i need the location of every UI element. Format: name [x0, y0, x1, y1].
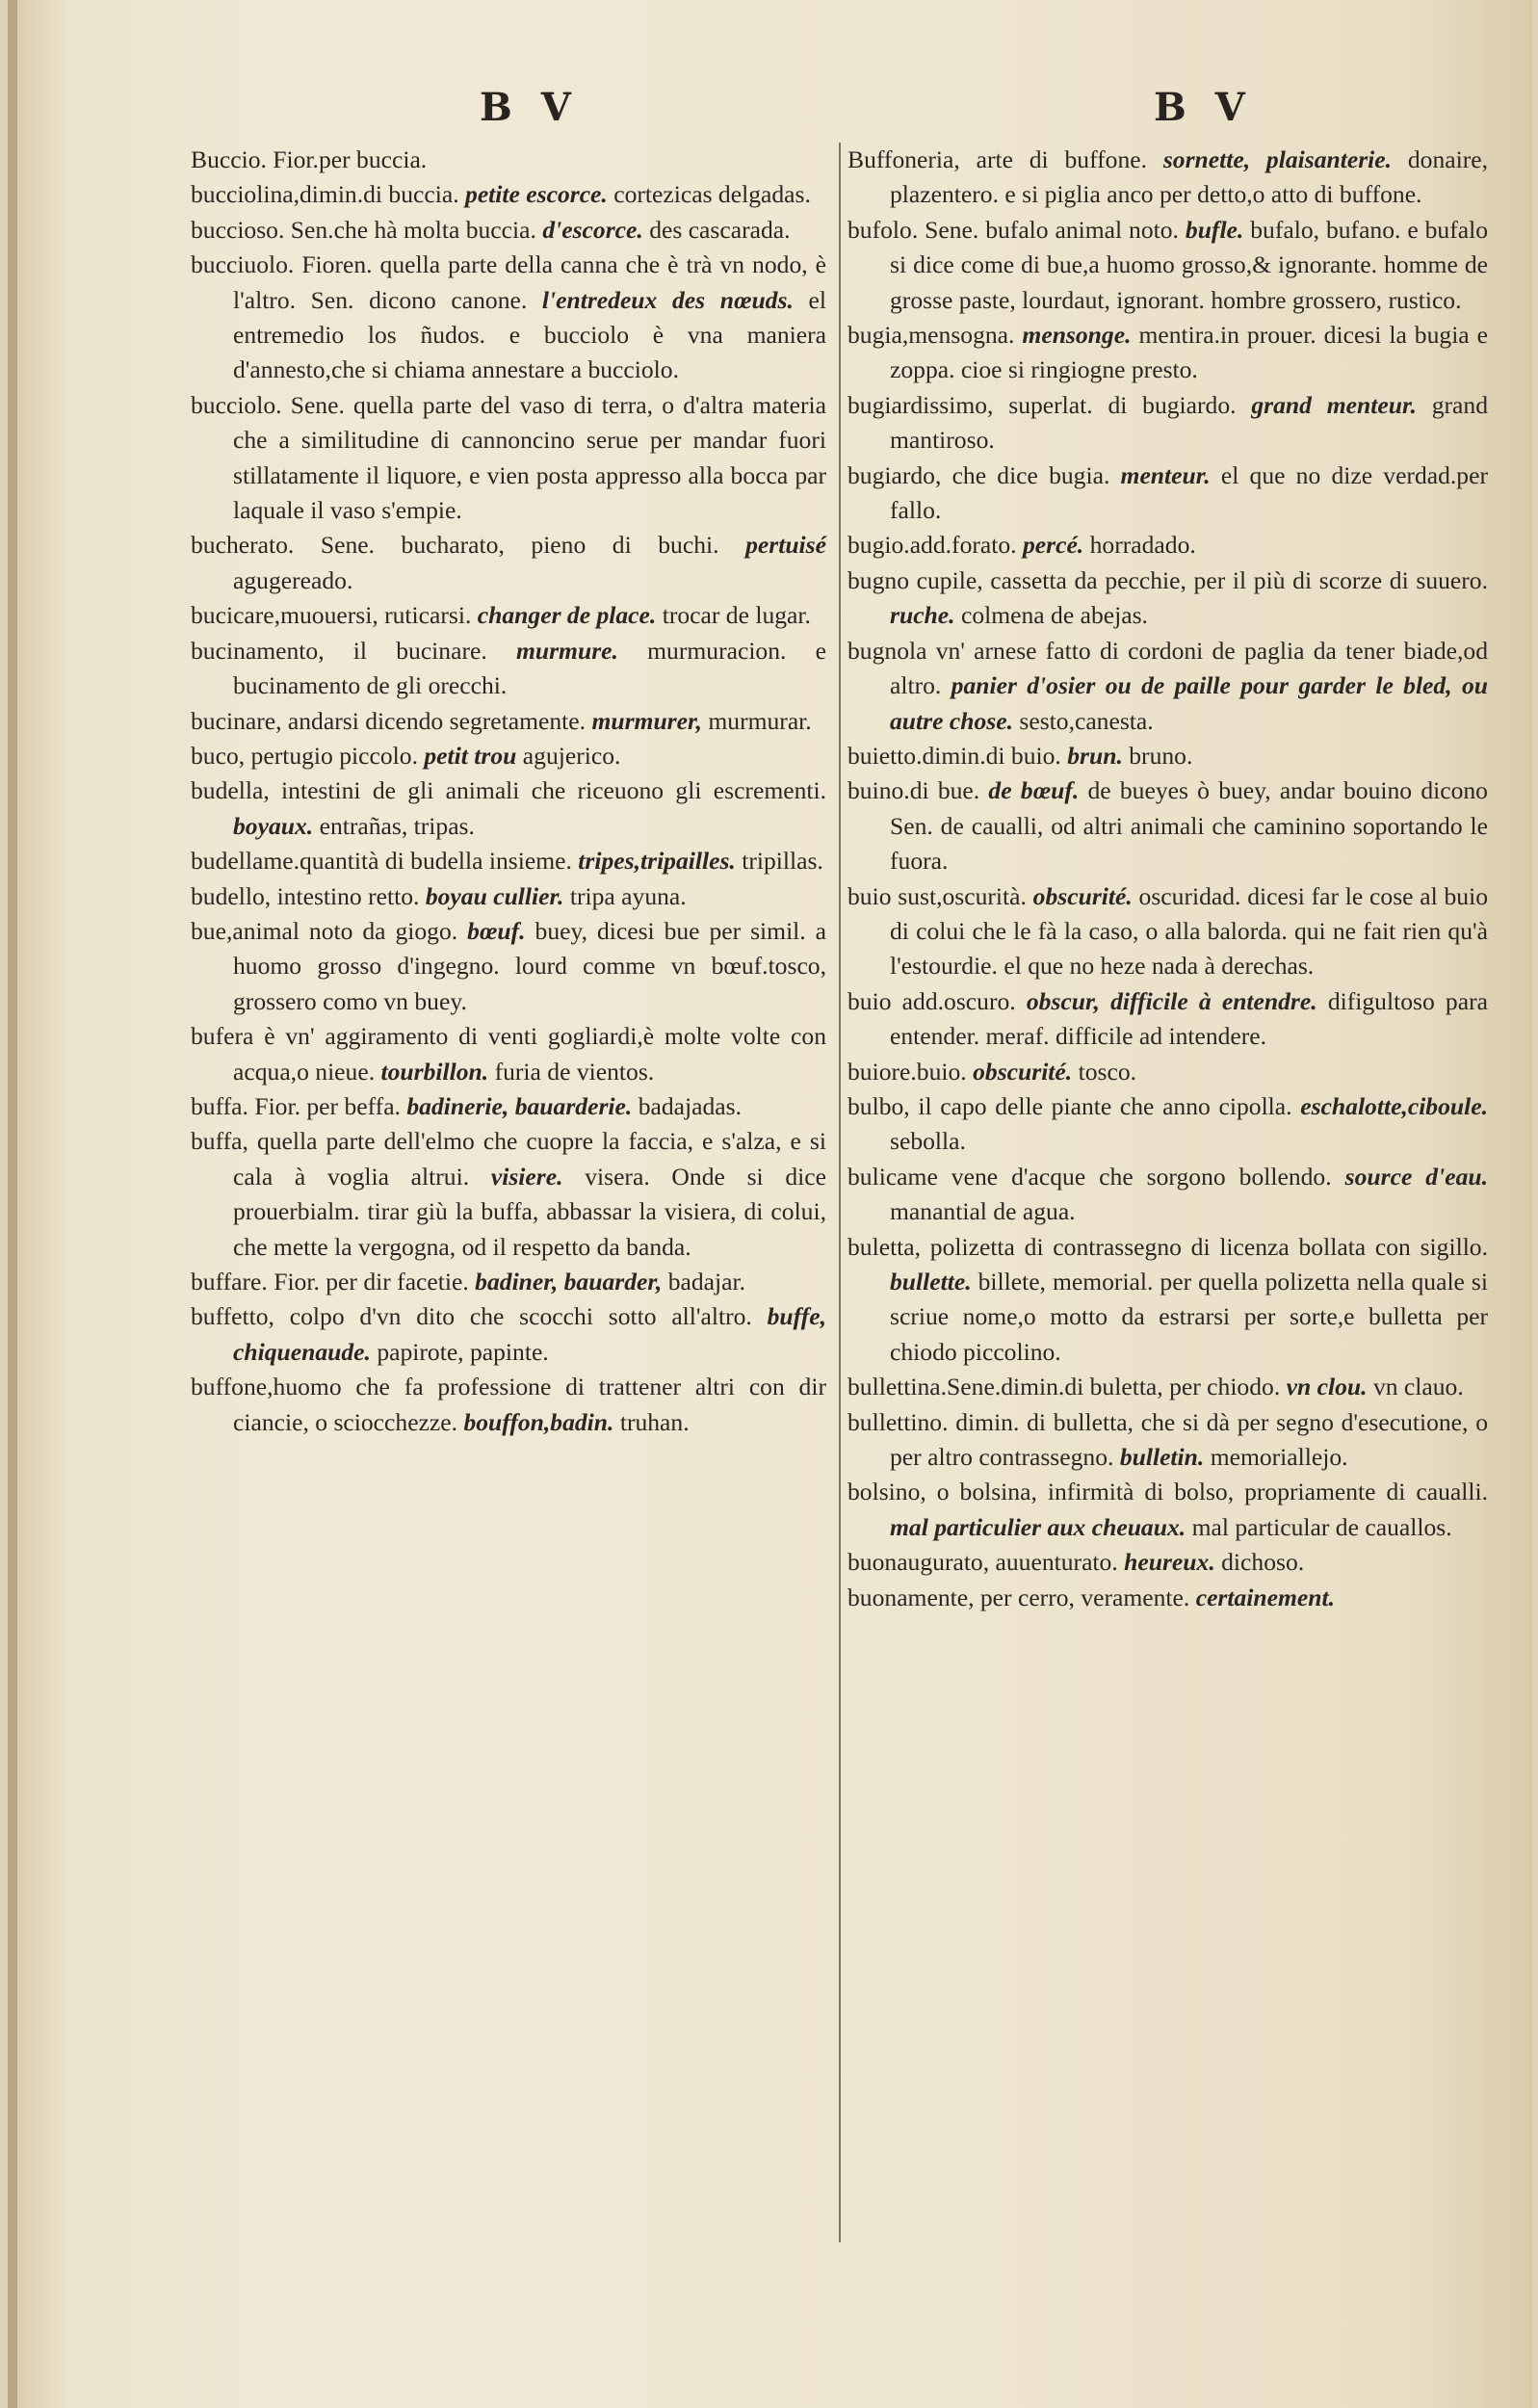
entry-definition: bullettina.Sene.dimin.di buletta, per chiodo. [847, 1373, 1281, 1401]
entry-french: mal particulier aux cheuaux. [890, 1512, 1186, 1541]
entry-french: visiere. [490, 1162, 563, 1191]
entry-definition: bulbo, il capo delle piante che anno cipolla. [847, 1091, 1292, 1120]
entry-spanish: mentira.in prouer. dicesi la bugia e zoppa. cioe si ringiogne presto. [890, 321, 1488, 384]
entry-french: mensonge. [1022, 321, 1132, 350]
entry-spanish: billete, memorial. per quella polizetta nella quale si scriue nome,o motto da estrarsi per sorte,e bulletta per chiodo piccolino. [890, 1268, 1488, 1366]
entry-spanish: horradado. [1089, 531, 1196, 560]
entry-spanish: memoriallejo. [1210, 1443, 1348, 1472]
column-divider [839, 143, 841, 2242]
entry-definition: bugiardissimo, superlat. di bugiardo. [847, 390, 1237, 419]
entry-definition: bucciolina,dimin.di buccia. [191, 180, 459, 209]
dictionary-entry [847, 1230, 1488, 1371]
entry-definition: buio sust,oscurità. [847, 881, 1027, 910]
entry-french: percé. [1022, 531, 1084, 560]
entry-definition: buffetto, colpo d'vn dito che scocchi sotto all'altro. [191, 1302, 752, 1331]
entry-french: grand menteur. [1251, 390, 1417, 419]
entry-spanish: vn clauo. [1372, 1373, 1464, 1401]
dictionary-entry [191, 1124, 826, 1265]
entry-definition: buffare. Fior. per dir facetie. [191, 1268, 469, 1296]
entry-french: heureux. [1124, 1548, 1215, 1577]
entry-french: buffe, chiquenaude. [233, 1302, 826, 1366]
entry-french: vn clou. [1286, 1373, 1368, 1401]
entry-french: certainement. [1195, 1583, 1336, 1611]
entry-spanish: buey, dicesi bue per simil. a huomo grosso d'ingegno. lourd comme vn bœuf.tosco, grossero como vn buey. [233, 916, 826, 1015]
entry-definition: buiore.buio. [847, 1057, 967, 1086]
entry-spanish: furia de vientos. [494, 1057, 655, 1086]
entry-spanish: des cascarada. [649, 215, 791, 244]
entry-spanish: cortezicas delgadas. [613, 180, 811, 209]
entry-definition: bue,animal noto da giogo. [191, 916, 458, 945]
dictionary-entry [191, 1265, 826, 1299]
dictionary-entry [847, 1370, 1488, 1404]
entry-french: sornette, plaisanterie. [1162, 145, 1393, 173]
entry-spanish: oscuridad. dicesi far le cose al buio di colui che le fà la caso, o alla balorda. qui ne fait rien qu'à l'estourdie. el que no heze nada à derechas. [890, 881, 1488, 981]
entry-definition: bucinare, andarsi dicendo segretamente. [191, 706, 587, 735]
dictionary-entry [191, 388, 826, 529]
entry-spanish: badajadas. [638, 1091, 742, 1120]
entry-definition: buio add.oscuro. [847, 986, 1016, 1015]
dictionary-entry [847, 458, 1488, 529]
entry-spanish: entrañas, tripas. [319, 811, 475, 840]
entry-definition: budella, intestini de gli animali che riceuono gli escrementi. [191, 776, 826, 805]
entry-french: bœuf. [467, 916, 526, 945]
entry-french: bulletin. [1119, 1443, 1205, 1472]
entry-french: d'escorce. [542, 215, 643, 244]
entry-french: panier d'osier ou de paille pour garder le bled, ou autre chose. [890, 671, 1488, 735]
dictionary-entry [847, 1160, 1488, 1230]
entry-french: brun. [1067, 741, 1123, 770]
dictionary-entry [847, 143, 1488, 213]
entry-french: badinerie, bauarderie. [406, 1091, 633, 1120]
left-column-header: B V [480, 85, 579, 130]
entry-french: petite escorce. [465, 180, 608, 209]
entry-definition: budello, intestino retto. [191, 881, 420, 910]
entry-spanish: badajar. [667, 1268, 746, 1296]
dictionary-entry [191, 1089, 826, 1124]
dictionary-entry [191, 1019, 826, 1089]
entry-definition: bufolo. Sene. bufalo animal noto. [847, 215, 1179, 244]
entry-definition: buco, pertugio piccolo. [191, 741, 418, 770]
dictionary-entry [847, 1055, 1488, 1089]
entry-definition: buonamente, per cerro, veramente. [847, 1583, 1190, 1611]
dictionary-entry [847, 1089, 1488, 1160]
dictionary-page [8, 0, 1532, 2408]
right-column [847, 143, 1488, 1615]
entry-spanish: mal particular de cauallos. [1191, 1512, 1452, 1541]
entry-french: menteur. [1120, 460, 1211, 489]
page-edge [8, 0, 17, 2408]
entry-definition: bugiardo, che dice bugia. [847, 460, 1110, 489]
entry-definition: buffa, quella parte dell'elmo che cuopre la faccia, e s'alza, e si cala à voglia altrui. [191, 1127, 826, 1191]
entry-spanish: murmurar. [708, 706, 812, 735]
entry-spanish: truhan. [619, 1407, 690, 1436]
entry-definition: bolsino, o bolsina, infirmità di bolso, propriamente di caualli. [847, 1478, 1488, 1506]
entry-definition: budellame.quantità di budella insieme. [191, 847, 572, 876]
entry-french: bufle. [1185, 215, 1244, 244]
entry-definition: buino.di bue. [847, 776, 980, 805]
entry-spanish: de bueyes ò buey, andar bouino dicono Sen. de caualli, od altri animali che caminino soportando le fuora. [890, 776, 1488, 876]
entry-spanish: papirote, papinte. [377, 1337, 549, 1366]
dictionary-entry [847, 213, 1488, 318]
entry-definition: bugia,mensogna. [847, 321, 1015, 350]
entry-definition: Buccio. Fior.per buccia. [191, 145, 428, 173]
dictionary-entry [191, 177, 826, 212]
entry-french: changer de place. [477, 601, 657, 630]
entry-definition: bugnola vn' arnese fatto di cordoni de paglia da tener biade,od altro. [847, 636, 1488, 700]
entry-spanish: sesto,canesta. [1019, 706, 1154, 735]
entry-spanish: bufalo, bufano. e bufalo si dice come di bue,a huomo grosso,& ignorante. homme de grosse paste, lourdaut, ignorant. hombre grossero, rustico. [890, 215, 1488, 314]
entry-definition: bullettino. dimin. di bulletta, che si dà per segno d'esecutione, o per altro contrassegno. [847, 1407, 1488, 1472]
dictionary-entry [191, 773, 826, 844]
dictionary-entry [847, 634, 1488, 739]
entry-french: boyaux. [233, 811, 314, 840]
entry-definition: bugno cupile, cassetta da pecchie, per il più di scorze di suuero. [847, 565, 1488, 594]
entry-definition: buffa. Fior. per beffa. [191, 1091, 401, 1120]
entry-definition: buietto.dimin.di buio. [847, 741, 1061, 770]
entry-spanish: visera. Onde si dice prouerbialm. tirar giù la buffa, abbassar la visiera, di colui, che mette la vergogna, od il respetto da banda. [233, 1162, 827, 1261]
entry-spanish: tripa ayuna. [569, 881, 687, 910]
dictionary-entry [847, 984, 1488, 1055]
entry-spanish: tripillas. [742, 847, 823, 876]
dictionary-entry [191, 248, 826, 388]
entry-french: l'entredeux des nœuds. [541, 285, 794, 314]
dictionary-entry [847, 388, 1488, 458]
dictionary-entry [191, 739, 826, 773]
entry-french: de bœuf. [988, 776, 1080, 805]
entry-spanish: tosco. [1078, 1057, 1137, 1086]
dictionary-entry [847, 318, 1488, 388]
entry-definition: buffone,huomo che fa professione di trattener altri con dir ciancie, o sciocchezze. [191, 1373, 826, 1436]
entry-spanish: el entremedio los ñudos. e bucciolo è vna maniera d'annesto,che si chiama annestare a bucciolo. [233, 285, 826, 384]
entry-definition: buletta, polizetta di contrassegno di licenza bollata con sigillo. [847, 1232, 1488, 1261]
entry-french: bullette. [890, 1268, 972, 1296]
dictionary-entry [191, 528, 826, 598]
entry-definition: bucicare,muouersi, ruticarsi. [191, 601, 472, 630]
entry-french: petit trou [424, 741, 517, 770]
entry-french: eschalotte,ciboule. [1300, 1091, 1488, 1120]
entry-definition: bucherato. Sene. bucharato, pieno di buchi. [191, 531, 719, 560]
entry-definition: bucciuolo. Fioren. quella parte della canna che è trà vn nodo, è l'altro. Sen. dicono canone. [191, 250, 826, 314]
dictionary-entry [847, 879, 1488, 984]
dictionary-entry [191, 143, 826, 177]
right-column-header: B V [1154, 85, 1253, 130]
entry-spanish: difigultoso para entender. meraf. difficile ad intendere. [890, 986, 1488, 1051]
dictionary-entry [847, 739, 1488, 773]
entry-french: bouffon,badin. [463, 1407, 614, 1436]
entry-french: ruche. [890, 601, 955, 630]
entry-spanish: trocar de lugar. [662, 601, 811, 630]
entry-definition: Buffoneria, arte di buffone. [847, 145, 1148, 173]
entry-spanish: donaire, plazentero. e si piglia anco per detto,o atto di buffone. [890, 145, 1488, 209]
dictionary-entry [847, 1545, 1488, 1580]
entry-spanish: grand mantiroso. [890, 390, 1488, 455]
entry-french: boyau cullier. [425, 881, 564, 910]
entry-french: obscurité. [973, 1057, 1073, 1086]
entry-spanish: murmuracion. e bucinamento de gli orecchi. [233, 636, 826, 700]
dictionary-entry [847, 773, 1488, 878]
dictionary-entry [191, 914, 826, 1019]
dictionary-entry [191, 598, 826, 633]
entry-definition: bulicame vene d'acque che sorgono bollendo. [847, 1162, 1332, 1191]
dictionary-entry [191, 879, 826, 914]
entry-definition: bucinamento, il bucinare. [191, 636, 487, 665]
entry-french: tripes,tripailles. [578, 847, 736, 876]
entry-spanish: bruno. [1129, 741, 1193, 770]
dictionary-entry [191, 634, 826, 704]
entry-spanish: agugereado. [233, 565, 353, 594]
entry-french: source d'eau. [1344, 1162, 1488, 1191]
entry-definition: buonaugurato, auuenturato. [847, 1548, 1118, 1577]
entry-french: obscur, difficile à entendre. [1026, 986, 1317, 1015]
dictionary-entry [847, 1581, 1488, 1615]
dictionary-entry [191, 1299, 826, 1370]
entry-spanish: el que no dize verdad.per fallo. [890, 460, 1488, 525]
entry-french: badiner, bauarder, [475, 1268, 663, 1296]
entry-spanish: manantial de agua. [890, 1197, 1076, 1226]
entry-french: murmure. [515, 636, 618, 665]
dictionary-entry [847, 1405, 1488, 1476]
entry-definition: bufera è vn' aggiramento di venti gogliardi,è molte volte con acqua,o nieue. [191, 1022, 826, 1086]
dictionary-entry [191, 1370, 826, 1440]
left-column [191, 143, 826, 1440]
entry-spanish: agujerico. [522, 741, 621, 770]
entry-spanish: colmena de abejas. [960, 601, 1148, 630]
entry-spanish: dichoso. [1221, 1548, 1305, 1577]
entry-french: murmurer, [591, 706, 702, 735]
dictionary-entry [191, 213, 826, 248]
dictionary-entry [847, 1475, 1488, 1545]
entry-definition: bugio.add.forato. [847, 531, 1017, 560]
entry-french: tourbillon. [380, 1057, 489, 1086]
entry-definition: bucciolo. Sene. quella parte del vaso di terra, o d'altra materia che a similitudine di cannoncino serue per mandar fuori stillatamente il liquore, e vien posta appresso alla bocca par laquale il vaso s'empie. [191, 390, 826, 525]
entry-french: pertuisé [745, 531, 826, 560]
entry-french: obscurité. [1032, 881, 1133, 910]
dictionary-entry [191, 844, 826, 878]
dictionary-entry [191, 704, 826, 739]
dictionary-entry [847, 528, 1488, 563]
entry-definition: buccioso. Sen.che hà molta buccia. [191, 215, 536, 244]
dictionary-entry [847, 563, 1488, 634]
entry-spanish: sebolla. [890, 1127, 966, 1156]
